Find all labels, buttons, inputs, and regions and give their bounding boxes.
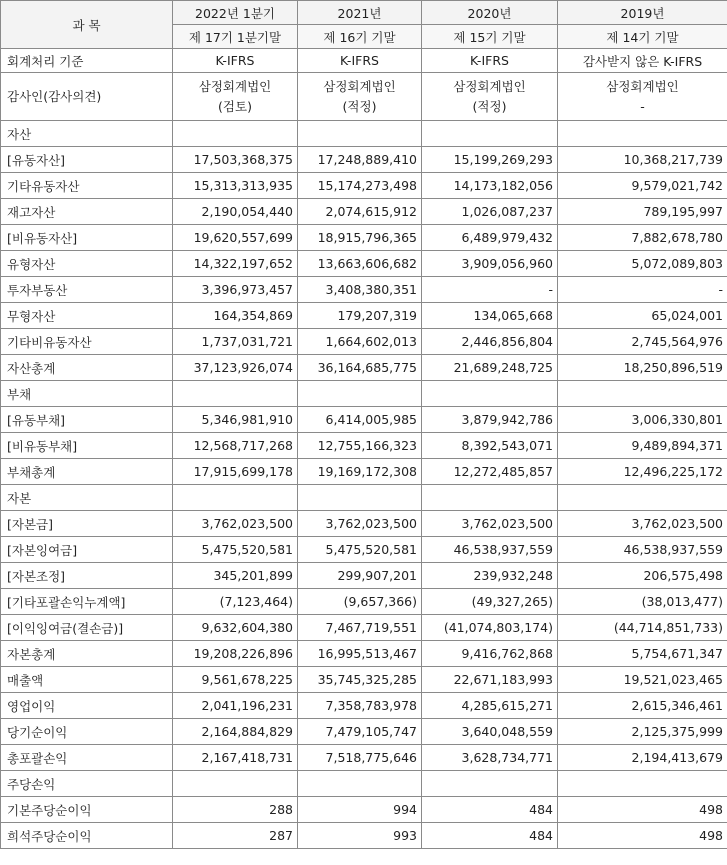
cell-value	[422, 121, 558, 147]
cell-value: 287	[173, 823, 298, 849]
cell-value	[173, 485, 298, 511]
cell-value	[558, 121, 727, 147]
row-label: 당기순이익	[1, 719, 173, 745]
period-term-header: 제 16기 기말	[298, 25, 422, 49]
cell-value: (41,074,803,174)	[422, 615, 558, 641]
cell-value: 7,479,105,747	[298, 719, 422, 745]
cell-value: 239,932,248	[422, 563, 558, 589]
table-row	[1, 277, 727, 303]
period-term-header: 제 15기 기말	[422, 25, 558, 49]
table-row	[1, 407, 727, 433]
cell-value: 1,026,087,237	[422, 199, 558, 225]
row-label: 기본주당순이익	[1, 797, 173, 823]
cell-value: 5,475,520,581	[173, 537, 298, 563]
row-label: 부채	[1, 381, 173, 407]
cell-value	[558, 771, 727, 797]
cell-value	[422, 771, 558, 797]
auditor-row	[1, 73, 727, 121]
auditor-name: 삼정회계법인	[198, 78, 272, 94]
cell-value: 19,521,023,465	[558, 667, 727, 693]
cell-value: 17,915,699,178	[173, 459, 298, 485]
cell-value: 19,208,226,896	[173, 641, 298, 667]
accounting-standard-row	[1, 49, 727, 73]
cell-value: 2,446,856,804	[422, 329, 558, 355]
row-label: 주당손익	[1, 771, 173, 797]
header-year-row	[1, 1, 727, 25]
cell-value: 6,414,005,985	[298, 407, 422, 433]
row-label: 자산	[1, 121, 173, 147]
row-label: 영업이익	[1, 693, 173, 719]
row-label: 유형자산	[1, 251, 173, 277]
cell-value	[422, 485, 558, 511]
period-year-header: 2021년	[298, 1, 422, 25]
cell-value: 15,174,273,498	[298, 173, 422, 199]
item-column-header: 과 목	[1, 1, 173, 49]
period-term-header: 제 17기 1분기말	[173, 25, 298, 49]
cell-value: 22,671,183,993	[422, 667, 558, 693]
cell-value: 9,416,762,868	[422, 641, 558, 667]
cell-value: 15,199,269,293	[422, 147, 558, 173]
cell-value	[298, 771, 422, 797]
cell-value: 7,467,719,551	[298, 615, 422, 641]
cell-value: 10,368,217,739	[558, 147, 727, 173]
cell-value: 12,272,485,857	[422, 459, 558, 485]
cell-value: 2,041,196,231	[173, 693, 298, 719]
table-row	[1, 381, 727, 407]
cell-value: (7,123,464)	[173, 589, 298, 615]
row-label: [비유동부채]	[1, 433, 173, 459]
cell-value: 2,167,418,731	[173, 745, 298, 771]
cell-value	[298, 121, 422, 147]
row-label: [기타포괄손익누계액]	[1, 589, 173, 615]
cell-value	[173, 381, 298, 407]
cell-value: 3,762,023,500	[558, 511, 727, 537]
row-label: 희석주당순이익	[1, 823, 173, 849]
cell-value: 3,006,330,801	[558, 407, 727, 433]
auditor-cell	[422, 73, 558, 121]
row-label: 자산총계	[1, 355, 173, 381]
cell-value	[298, 485, 422, 511]
cell-value: 7,518,775,646	[298, 745, 422, 771]
cell-value	[173, 121, 298, 147]
cell-value: 12,568,717,268	[173, 433, 298, 459]
cell-value: 3,640,048,559	[422, 719, 558, 745]
cell-value: 12,496,225,172	[558, 459, 727, 485]
cell-value: -	[422, 277, 558, 303]
row-label: 부채총계	[1, 459, 173, 485]
cell-value: 5,754,671,347	[558, 641, 727, 667]
cell-value: 14,173,182,056	[422, 173, 558, 199]
cell-value: 2,615,346,461	[558, 693, 727, 719]
cell-value: 46,538,937,559	[558, 537, 727, 563]
row-label: 재고자산	[1, 199, 173, 225]
cell-value: 19,169,172,308	[298, 459, 422, 485]
auditor-cell	[558, 73, 727, 121]
table-row	[1, 355, 727, 381]
period-year-header: 2020년	[422, 1, 558, 25]
cell-value: 35,745,325,285	[298, 667, 422, 693]
period-year-header: 2019년	[558, 1, 727, 25]
cell-value: 7,358,783,978	[298, 693, 422, 719]
cell-value: 299,907,201	[298, 563, 422, 589]
table-row	[1, 303, 727, 329]
cell-value: -	[558, 277, 727, 303]
row-label: 총포괄손익	[1, 745, 173, 771]
table-row	[1, 121, 727, 147]
cell-value: 206,575,498	[558, 563, 727, 589]
row-label: 기타비유동자산	[1, 329, 173, 355]
cell-value: 17,503,368,375	[173, 147, 298, 173]
cell-value: (49,327,265)	[422, 589, 558, 615]
cell-value: 17,248,889,410	[298, 147, 422, 173]
cell-value	[558, 381, 727, 407]
cell-value: 2,194,413,679	[558, 745, 727, 771]
cell-value: 37,123,926,074	[173, 355, 298, 381]
cell-value: (44,714,851,733)	[558, 615, 727, 641]
auditor-opinion: (적정)	[472, 98, 507, 114]
table-row	[1, 329, 727, 355]
cell-value: 3,762,023,500	[173, 511, 298, 537]
cell-value: 감사받지 않은 K-IFRS	[558, 49, 727, 73]
table-row	[1, 433, 727, 459]
cell-value: 18,250,896,519	[558, 355, 727, 381]
row-label: 자본총계	[1, 641, 173, 667]
row-label: [비유동자산]	[1, 225, 173, 251]
cell-value: 1,737,031,721	[173, 329, 298, 355]
table-row	[1, 563, 727, 589]
cell-value: 9,632,604,380	[173, 615, 298, 641]
table-row	[1, 199, 727, 225]
cell-value: 9,489,894,371	[558, 433, 727, 459]
cell-value: 288	[173, 797, 298, 823]
table-row	[1, 459, 727, 485]
table-row	[1, 667, 727, 693]
auditor-cell	[173, 73, 298, 121]
cell-value: 2,745,564,976	[558, 329, 727, 355]
table-row	[1, 719, 727, 745]
cell-value: 16,995,513,467	[298, 641, 422, 667]
row-label: 무형자산	[1, 303, 173, 329]
cell-value: 5,072,089,803	[558, 251, 727, 277]
auditor-name: 삼정회계법인	[323, 78, 396, 94]
row-label: [유동자산]	[1, 147, 173, 173]
cell-value: 4,285,615,271	[422, 693, 558, 719]
cell-value: 3,762,023,500	[298, 511, 422, 537]
cell-value: 2,125,375,999	[558, 719, 727, 745]
cell-value: 5,475,520,581	[298, 537, 422, 563]
cell-value: 36,164,685,775	[298, 355, 422, 381]
table-row	[1, 537, 727, 563]
cell-value: 21,689,248,725	[422, 355, 558, 381]
table-row	[1, 745, 727, 771]
cell-value: 3,762,023,500	[422, 511, 558, 537]
cell-value: 134,065,668	[422, 303, 558, 329]
cell-value: 14,322,197,652	[173, 251, 298, 277]
cell-value: 18,915,796,365	[298, 225, 422, 251]
cell-value	[422, 381, 558, 407]
cell-value: 9,561,678,225	[173, 667, 298, 693]
table-row	[1, 771, 727, 797]
table-row	[1, 615, 727, 641]
table-row	[1, 147, 727, 173]
cell-value: 345,201,899	[173, 563, 298, 589]
cell-value: 3,879,942,786	[422, 407, 558, 433]
cell-value	[298, 381, 422, 407]
cell-value: 2,164,884,829	[173, 719, 298, 745]
cell-value: 993	[298, 823, 422, 849]
cell-value: 15,313,313,935	[173, 173, 298, 199]
cell-value: 498	[558, 797, 727, 823]
cell-value: 3,628,734,771	[422, 745, 558, 771]
auditor-cell	[298, 73, 422, 121]
auditor-name: 삼정회계법인	[606, 78, 679, 94]
auditor-opinion: (적정)	[342, 98, 377, 114]
cell-value: 8,392,543,071	[422, 433, 558, 459]
table-row	[1, 485, 727, 511]
cell-value: 3,408,380,351	[298, 277, 422, 303]
cell-value: K-IFRS	[422, 49, 558, 73]
table-row	[1, 823, 727, 849]
cell-value: 3,396,973,457	[173, 277, 298, 303]
cell-value: 9,579,021,742	[558, 173, 727, 199]
row-label: 매출액	[1, 667, 173, 693]
row-label: 기타유동자산	[1, 173, 173, 199]
cell-value: 6,489,979,432	[422, 225, 558, 251]
cell-value: 65,024,001	[558, 303, 727, 329]
cell-value: 2,190,054,440	[173, 199, 298, 225]
row-label: 회계처리 기준	[1, 49, 173, 73]
cell-value: 3,909,056,960	[422, 251, 558, 277]
cell-value: 12,755,166,323	[298, 433, 422, 459]
period-term-header: 제 14기 기말	[558, 25, 727, 49]
cell-value: 19,620,557,699	[173, 225, 298, 251]
row-label: 투자부동산	[1, 277, 173, 303]
table-row	[1, 693, 727, 719]
table-row	[1, 173, 727, 199]
table-row	[1, 797, 727, 823]
period-year-header: 2022년 1분기	[173, 1, 298, 25]
cell-value: K-IFRS	[298, 49, 422, 73]
cell-value: (38,013,477)	[558, 589, 727, 615]
cell-value	[173, 771, 298, 797]
cell-value: 13,663,606,682	[298, 251, 422, 277]
cell-value	[558, 485, 727, 511]
cell-value: 46,538,937,559	[422, 537, 558, 563]
cell-value: 179,207,319	[298, 303, 422, 329]
cell-value: K-IFRS	[173, 49, 298, 73]
cell-value: 484	[422, 823, 558, 849]
table-row	[1, 511, 727, 537]
cell-value: 994	[298, 797, 422, 823]
row-label: [이익잉여금(결손금)]	[1, 615, 173, 641]
cell-value: 7,882,678,780	[558, 225, 727, 251]
cell-value: 5,346,981,910	[173, 407, 298, 433]
cell-value: 1,664,602,013	[298, 329, 422, 355]
row-label: 자본	[1, 485, 173, 511]
cell-value: 484	[422, 797, 558, 823]
cell-value: (9,657,366)	[298, 589, 422, 615]
row-label: 감사인(감사의견)	[1, 73, 173, 121]
cell-value: 498	[558, 823, 727, 849]
auditor-opinion: (검토)	[218, 98, 252, 114]
auditor-opinion: -	[640, 98, 645, 114]
cell-value: 164,354,869	[173, 303, 298, 329]
cell-value: 789,195,997	[558, 199, 727, 225]
table-row	[1, 225, 727, 251]
row-label: [자본금]	[1, 511, 173, 537]
row-label: [자본조정]	[1, 563, 173, 589]
row-label: [자본잉여금]	[1, 537, 173, 563]
row-label: [유동부채]	[1, 407, 173, 433]
table-row	[1, 641, 727, 667]
table-row	[1, 589, 727, 615]
cell-value: 2,074,615,912	[298, 199, 422, 225]
auditor-name: 삼정회계법인	[453, 78, 526, 94]
table-row	[1, 251, 727, 277]
